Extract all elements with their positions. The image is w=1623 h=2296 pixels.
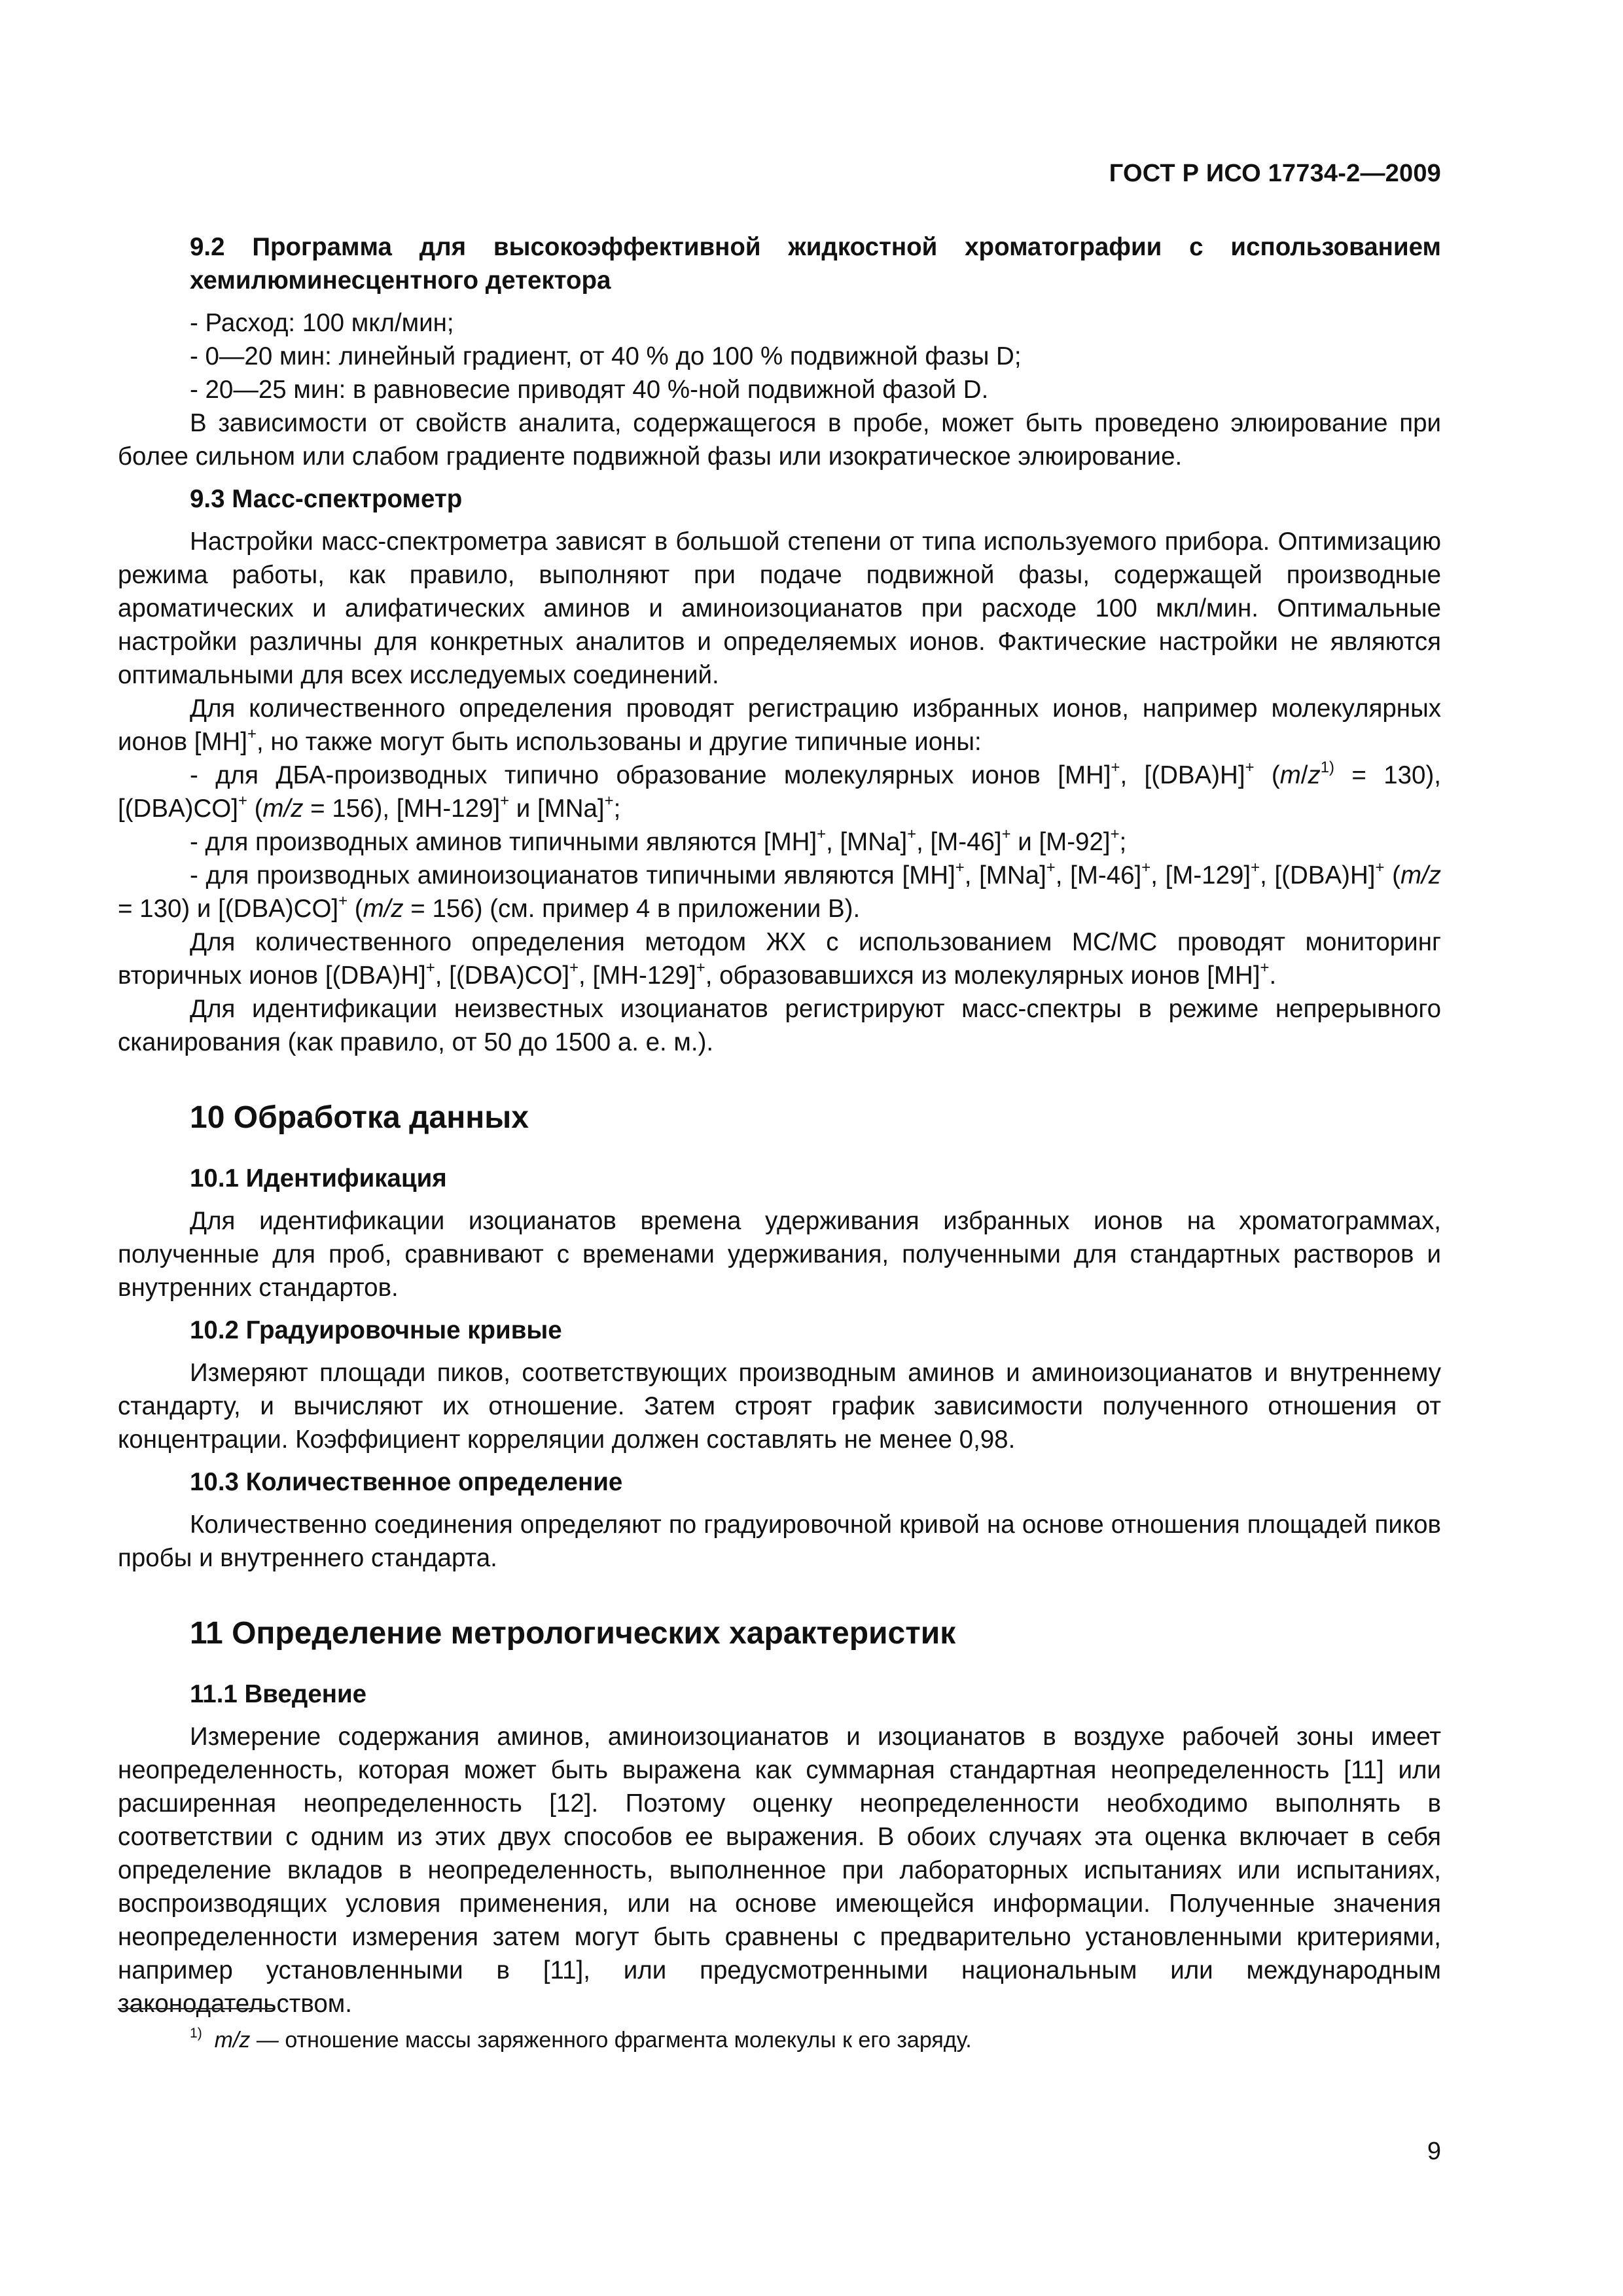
list-item: - для производных аминоизоцианатов типичными являются [MH]+, [MNa]+, [M-46]+, [M-129]+, [(DBA)H]+ (m/z = 130) и [(DBA)CO]+ (m/z = 156) (см. пример 4 в приложении В). bbox=[118, 858, 1441, 923]
paragraph: Для идентификации неизвестных изоцианатов регистрируют масс-спектры в режиме непрерывного сканирования (как правило, от 50 до 1500 а. е. м.). bbox=[118, 995, 1441, 1056]
paragraph: Для идентификации изоцианатов времена удерживания избранных ионов на хроматограммах, полученные для проб, сравнивают с временами удерживания, полученными для стандартных растворов и внутренних стандартов. bbox=[118, 1207, 1441, 1302]
paragraph: Измерение содержания аминов, аминоизоцианатов и изоцианатов в воздухе рабочей зоны имеет неопределенность, которая может быть выражена как суммарная стандартная неопределенность [11] или расширенная неопределенность [12]. Поэтому оценку неопределенности необходимо выполнять в соответствии с одним из этих двух способов ее выражения. В обоих случаях эта оценка включает в себя определение вкладов в неопределенность, выполненное при лабораторных испытаниях или испытаниях, воспроизводящих условия применения, или на основе имеющейся информации. Полученные значения неопределенности измерения затем могут быть сравнены с предварительно установленными критериями, например установленными в [11], или предусмотренными национальным или международным законодательством. bbox=[118, 1723, 1441, 2018]
list-item: - 20—25 мин: в равновесие приводят 40 %-ной подвижной фазой D. bbox=[190, 376, 989, 404]
section-9-3-title: 9.3 Масс-спектрометр bbox=[190, 485, 463, 513]
paragraph: Количественно соединения определяют по градуировочной кривой на основе отношения площадей пиков пробы и внутреннего стандарта. bbox=[118, 1511, 1441, 1572]
section-11-1-title: 11.1 Введение bbox=[190, 1680, 367, 1708]
list-item: - для производных аминов типичными являются [MH]+, [MNa]+, [M-46]+ и [M-92]+; bbox=[190, 825, 1127, 856]
paragraph: Для количественного определения методом ЖХ с использованием МС/МС проводят мониторинг вторичных ионов [(DBA)H]+, [(DBA)CO]+, [MH-129]+, образовавшихся из молекулярных ионов [MH]+. bbox=[118, 928, 1441, 990]
section-9-2-title: 9.2 Программа для высокоэффективной жидкостной хроматографии с использованием хемилюминесцентного детектора bbox=[190, 233, 1441, 295]
paragraph: Настройки масс-спектрометра зависят в большой степени от типа используемого прибора. Оптимизацию режима работы, как правило, выполняют при подаче подвижной фазы, содержащей производные ароматических и алифатических аминов и аминоизоцианатов при расходе 100 мкл/мин. Оптимальные настройки различны для конкретных аналитов и определяемых ионов. Фактические настройки не являются оптимальными для всех исследуемых соединений. bbox=[118, 528, 1441, 689]
footnote-mark: 1) bbox=[190, 2025, 202, 2041]
footnote: $^{1)}$ m/z — отношение массы заряженного фрагмента молекулы к его заряду. bbox=[190, 2025, 972, 2053]
paragraph: Для количественного определения проводят регистрацию избранных ионов, например молекулярных ионов [MH]+, но также могут быть использованы и другие типичные ионы: bbox=[118, 694, 1441, 756]
section-10-1-title: 10.1 Идентификация bbox=[190, 1164, 447, 1193]
footnote-ref: 1) bbox=[1320, 758, 1334, 776]
page-number: 9 bbox=[1427, 2138, 1441, 2165]
section-10-3-title: 10.3 Количественное определение bbox=[190, 1468, 623, 1496]
section-10-title: 10 Обработка данных bbox=[190, 1100, 529, 1135]
paragraph: В зависимости от свойств аналита, содержащегося в пробе, может быть проведено элюирование при более сильном или слабом градиенте подвижной фазы или изократическое элюирование. bbox=[118, 409, 1441, 471]
paragraph: Измеряют площади пиков, соответствующих производным аминов и аминоизоцианатов и внутреннему стандарту, и вычисляют их отношение. Затем строят график зависимости полученного отношения от концентрации. Коэффициент корреляции должен составлять не менее 0,98. bbox=[118, 1359, 1441, 1454]
section-10-2-title: 10.2 Градуировочные кривые bbox=[190, 1316, 562, 1344]
list-item: - Расход: 100 мкл/мин; bbox=[190, 309, 454, 337]
footnote-divider bbox=[118, 2008, 274, 2009]
document-header: ГОСТ Р ИСО 17734-2—2009 bbox=[1109, 160, 1441, 187]
section-11-title: 11 Определение метрологических характеристик bbox=[190, 1616, 956, 1651]
page-body bbox=[118, 230, 1441, 2020]
list-item: - 0—20 мин: линейный градиент, от 40 % до 100 % подвижной фазы D; bbox=[190, 342, 1022, 370]
list-item: - для ДБА-производных типично образование молекулярных ионов [MH]+, [(DBA)H]+ $(m/z^{1)} = 130)$, [(DBA)CO]+ (m/z = 156), [MH-129]+ и [MNa]+; bbox=[118, 758, 1441, 823]
